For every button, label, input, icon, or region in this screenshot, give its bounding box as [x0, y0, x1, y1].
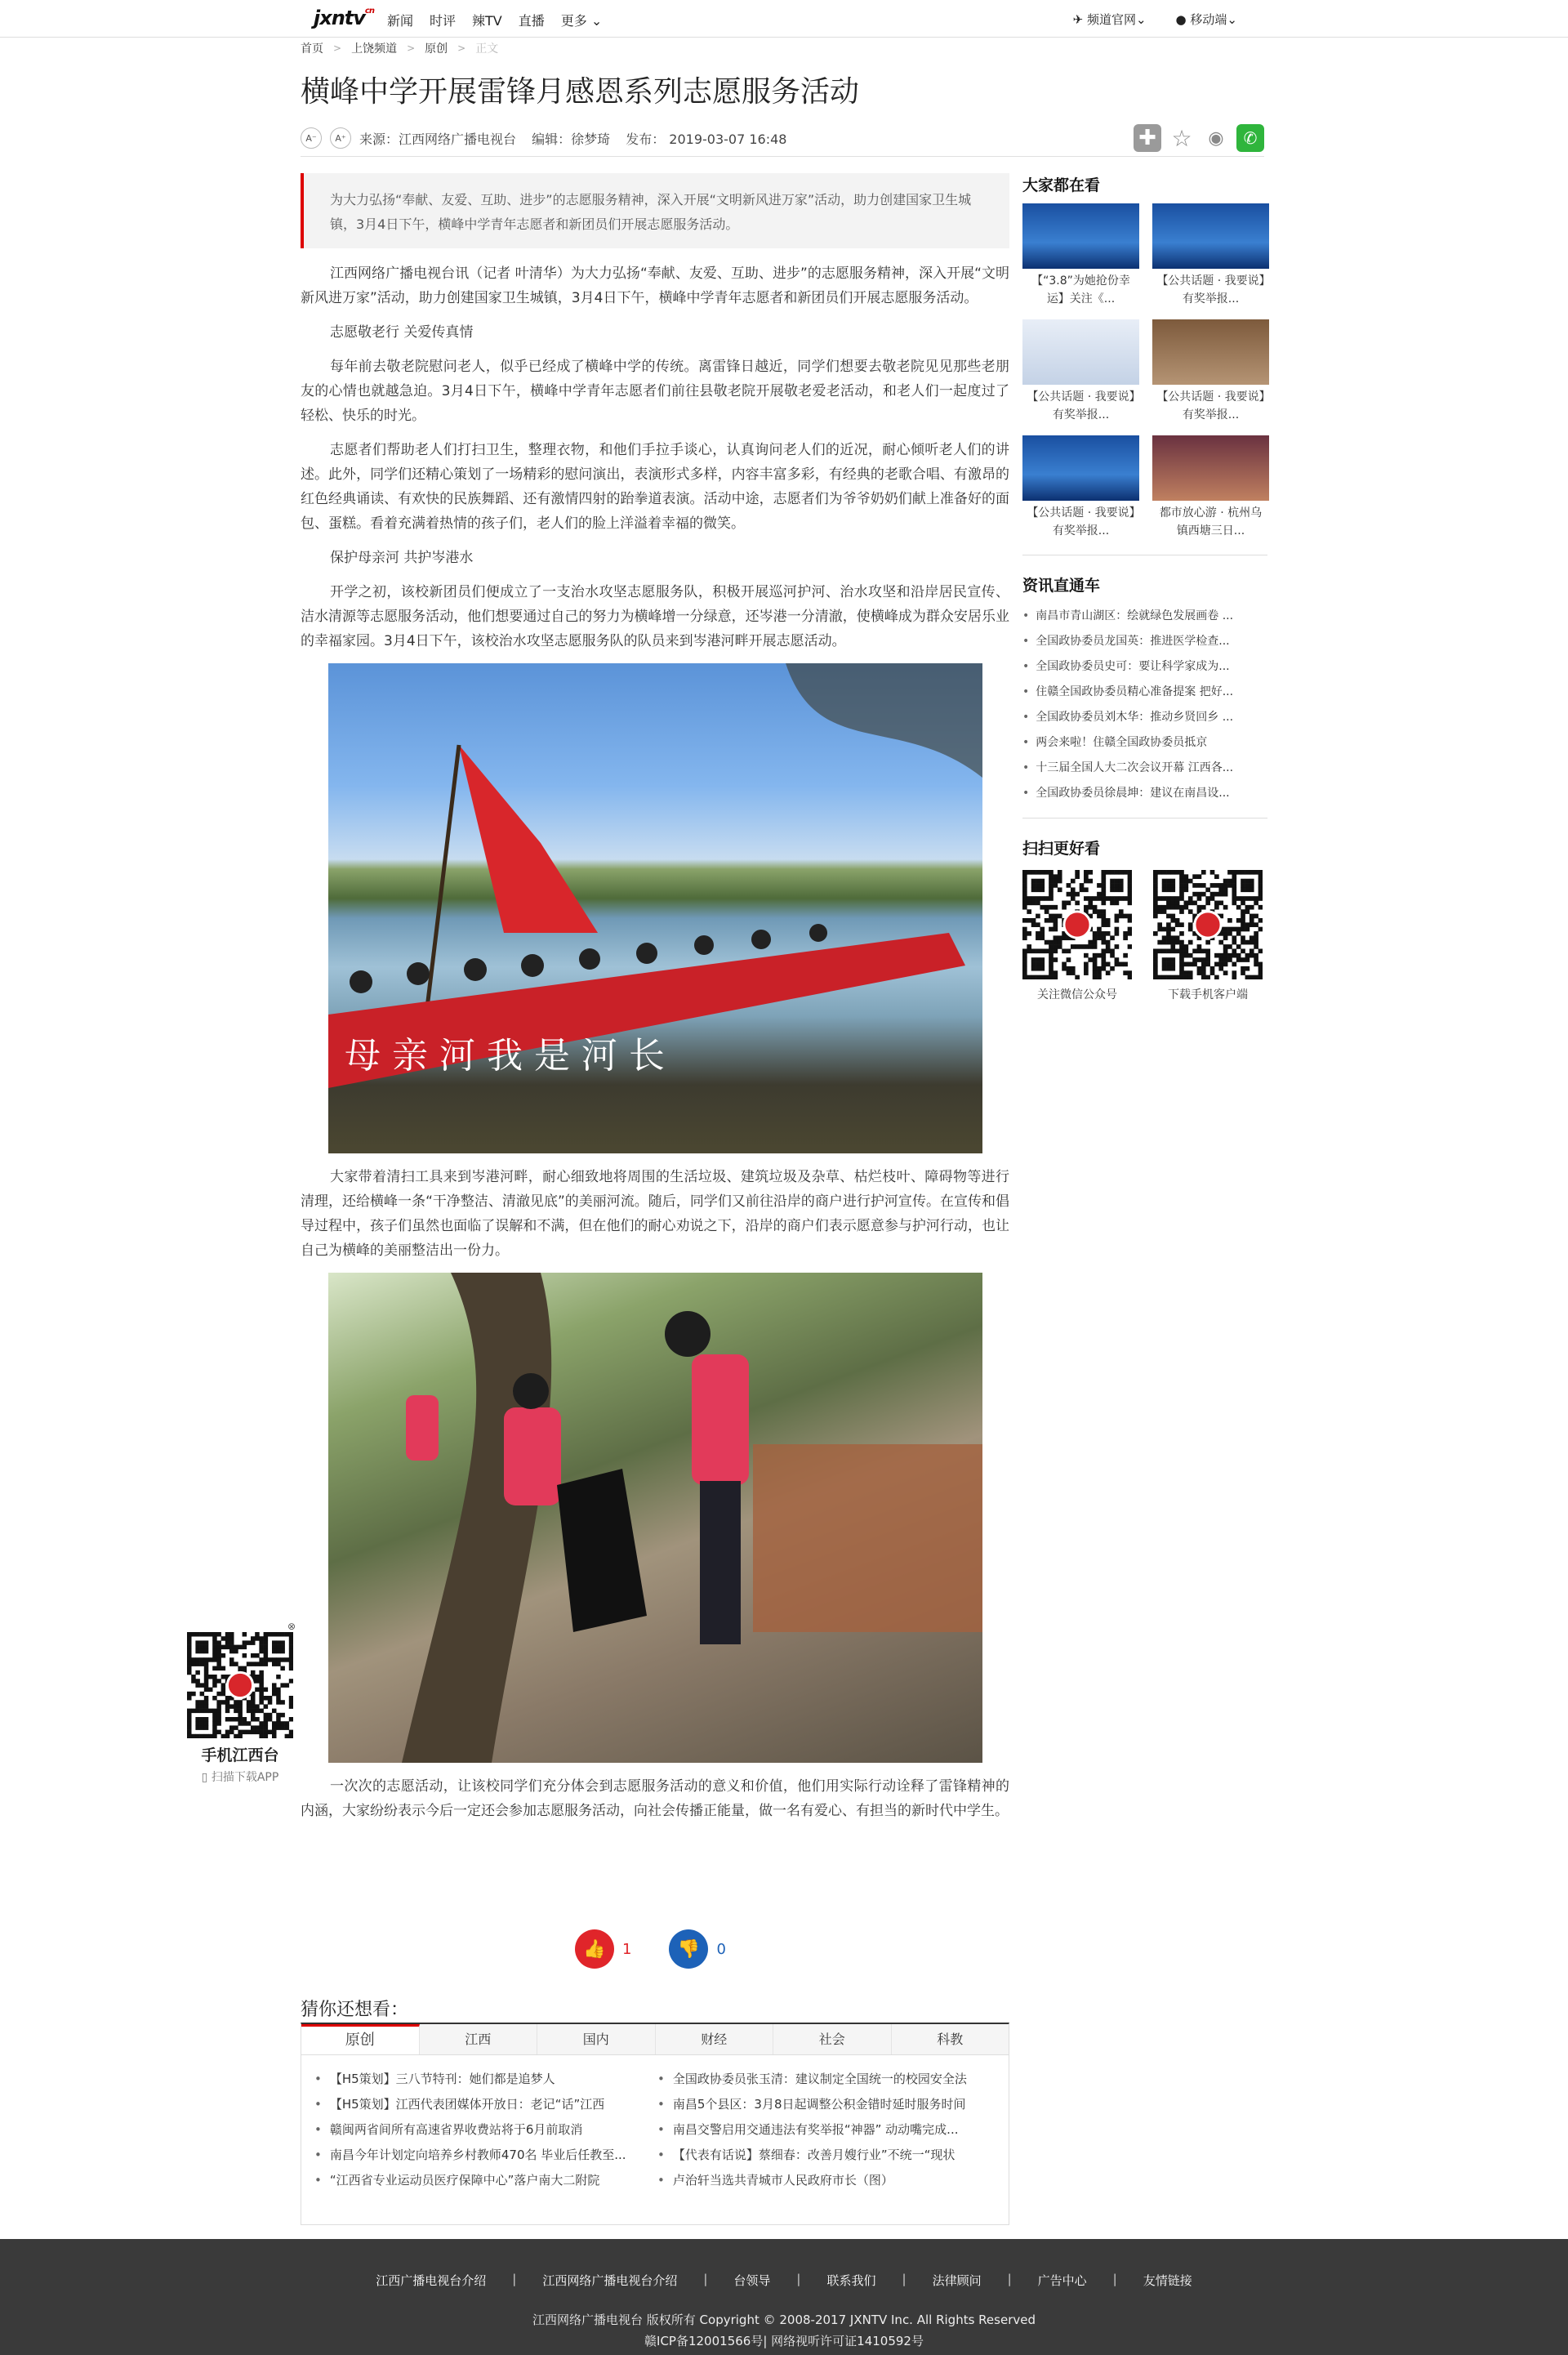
news-section-title: 资讯直通车	[1022, 577, 1101, 595]
chevron-down-icon: ⌄	[1227, 12, 1237, 27]
mobile-menu[interactable]: ● 移动端⌄	[1175, 12, 1237, 27]
related-link[interactable]: • 【H5策划】江西代表团媒体开放日：老记“话”江西	[314, 2092, 657, 2117]
dislike-count: 0	[716, 1940, 726, 1958]
meta-text	[359, 129, 799, 148]
related-section-title: 猜你还想看：	[301, 2000, 409, 2020]
plane-icon: ✈	[1072, 12, 1084, 27]
footer-separator: |	[796, 2272, 801, 2286]
news-link[interactable]: • 全国政协委员刘木华：推动乡贤回乡 ...	[1022, 705, 1267, 730]
news-link[interactable]: • 两会来啦！住赣全国政协委员抵京	[1022, 730, 1267, 756]
related-link[interactable]: • 全国政协委员张玉清：建议制定全国统一的校园安全法	[657, 2067, 1000, 2092]
thumbs-up-icon: 👍	[583, 1938, 606, 1960]
footer-link[interactable]: 台领导	[733, 2273, 771, 2288]
tab-jiangxi[interactable]: 江西	[420, 2024, 538, 2054]
breadcrumb-home[interactable]: 首页	[301, 42, 323, 56]
article-published: 发布： 2019-03-07 16:48	[626, 131, 787, 147]
article-paragraph: 开学之初，该校新团员们便成立了一支治水攻坚志愿服务队，积极开展巡河护河、治水攻坚和沿岸居民宣传、洁水清源等志愿服务活动，他们想要通过自己的努力为横峰增一分绿意，还岑港一分清澈，使横峰成为群众安居乐业的幸福家园。3月4日下午，该校治水攻坚志愿服务队的队员来到岑港河畔开展志愿活动。	[301, 584, 1009, 649]
article-summary: 为大力弘扬“奉献、友爱、互助、进步”的志愿服务精神，深入开展“文明新风进万家”活动，助力创建国家卫生城镇，3月4日下午，横峰中学青年志愿者和新团员们开展志愿服务活动。	[301, 173, 1009, 248]
related-link[interactable]: • 南昌5个县区：3月8日起调整公积金错时延时服务时间	[657, 2092, 1000, 2117]
channel-official-menu[interactable]: ✈ 频道官网⌄	[1072, 12, 1147, 27]
related-list-right	[657, 2067, 1000, 2193]
floating-app-qr	[185, 1621, 296, 1785]
share-buttons	[1134, 124, 1264, 152]
divider	[301, 156, 1264, 157]
footer-links	[0, 2272, 1568, 2289]
tab-finance[interactable]: 财经	[656, 2024, 774, 2054]
related-link[interactable]: • 【代表有话说】蔡细春：改善月嫂行业”不统一“现状	[657, 2143, 1000, 2168]
hot-item[interactable]	[1022, 319, 1139, 427]
thumbnail-image	[1152, 435, 1269, 501]
qr-code-icon	[187, 1632, 293, 1738]
float-qr-hint: ▯ 扫描下载APP	[201, 1771, 279, 1784]
related-link[interactable]: • 【H5策划】三八节特刊：她们都是追梦人	[314, 2067, 657, 2092]
footer-separator: |	[512, 2272, 517, 2286]
app-qr	[1153, 870, 1263, 1002]
article-source: 来源：江西网络广播电视台	[359, 131, 517, 147]
nav-item-commentary[interactable]: 时评	[430, 13, 457, 29]
related-list-left	[314, 2067, 657, 2193]
volunteers-cleaning-photo	[328, 1273, 982, 1763]
icp-text: 赣ICP备12001566号| 网络视听许可证1410592号	[644, 2334, 924, 2348]
article-body	[301, 261, 1009, 1833]
breadcrumb-section[interactable]: 原创	[425, 42, 448, 56]
breadcrumb-separator: >	[333, 42, 342, 54]
like-count: 1	[622, 1940, 632, 1958]
news-link[interactable]: • 住赣全国政协委员精心准备提案 把好...	[1022, 680, 1267, 705]
footer-link[interactable]: 友情链接	[1143, 2273, 1192, 2288]
breadcrumb-separator: >	[407, 42, 416, 54]
breadcrumb-separator: >	[457, 42, 466, 54]
footer-copyright	[0, 2309, 1568, 2352]
hot-item-caption: 【公共话题 · 我要说】有奖举报...	[1156, 274, 1265, 306]
article-subheading: 保护母亲河 共护岑港水	[330, 550, 474, 566]
thumbnail-image	[1022, 435, 1139, 501]
related-link[interactable]: • 南昌今年计划定向培养乡村教师470名 毕业后任教至...	[314, 2143, 657, 2168]
footer	[0, 2239, 1568, 2355]
close-icon[interactable]: ⊗	[287, 1621, 296, 1632]
hot-thumbnails	[1022, 203, 1267, 543]
main-nav	[387, 11, 602, 29]
thumbnail-image	[1152, 203, 1269, 269]
article-paragraph: 江西网络广播电视台讯（记者 叶清华）为大力弘扬“奉献、友爱、互助、进步”的志愿服务精神，深入开展“文明新风进万家”活动，助力创建国家卫生城镇，3月4日下午，横峰中学青年志愿者和新团员们开展志愿服务活动。	[301, 265, 1009, 306]
qr-label: 关注微信公众号	[1037, 988, 1117, 1001]
top-right-menu	[1073, 11, 1237, 28]
news-link[interactable]: • 全国政协委员史可：要让科学家成为...	[1022, 654, 1267, 680]
qr-section-title: 扫扫更好看	[1022, 840, 1101, 858]
chevron-down-icon: ⌄	[590, 13, 603, 29]
site-logo[interactable]: jxntv$^{cn}$	[314, 7, 374, 29]
news-link[interactable]: • 南昌市青山湖区：绘就绿色发展画卷 ...	[1022, 604, 1267, 629]
thumbs-down-icon: 👎	[677, 1938, 701, 1960]
article-paragraph: 一次次的志愿活动，让该校同学们充分体会到志愿服务活动的意义和价值，他们用实际行动诠释了雷锋精神的内涵，大家纷纷表示今后一定还会参加志愿服务活动，向社会传播正能量，做一名有爱心、有担当的新时代中学生。	[301, 1778, 1009, 1819]
footer-separator: |	[703, 2272, 708, 2286]
footer-link[interactable]: 江西网络广播电视台介绍	[542, 2273, 678, 2288]
tab-domestic[interactable]: 国内	[537, 2024, 656, 2054]
related-link[interactable]: • 南昌交警启用交通违法有奖举报“神器” 动动嘴完成...	[657, 2117, 1000, 2143]
related-box	[301, 2023, 1009, 2225]
related-link[interactable]: • “江西省专业运动员医疗保障中心”落户南大二附院	[314, 2168, 657, 2193]
footer-link[interactable]: 江西广播电视台介绍	[376, 2273, 487, 2288]
hot-item-caption: 都市放心游 · 杭州乌镇西塘三日...	[1159, 506, 1263, 537]
related-lists	[301, 2055, 1009, 2193]
related-link[interactable]: • 赣闽两省间所有高速省界收费站将于6月前取消	[314, 2117, 657, 2143]
hot-item-caption: 【公共话题 · 我要说】有奖举报...	[1156, 390, 1265, 421]
news-link[interactable]: • 十三届全国人大二次会议开幕 江西各...	[1022, 756, 1267, 781]
related-link[interactable]: • 卢治轩当选共青城市人民政府市长（图）	[657, 2168, 1000, 2193]
qr-code-icon	[1153, 870, 1263, 979]
footer-link[interactable]: 联系我们	[826, 2273, 876, 2288]
mobile-icon: ●	[1175, 12, 1187, 27]
font-decrease-button[interactable]: A⁻	[301, 127, 322, 149]
breadcrumb	[301, 40, 498, 56]
wechat-icon[interactable]: ✆	[1236, 124, 1264, 152]
news-link[interactable]: • 全国政协委员徐晨坤：建议在南昌设...	[1022, 781, 1267, 806]
volunteer-group-river-photo	[328, 663, 982, 1153]
footer-separator: |	[1007, 2272, 1012, 2286]
nav-item-live[interactable]: 直播	[518, 13, 545, 29]
footer-separator: |	[1112, 2272, 1117, 2286]
article-meta	[301, 124, 1264, 152]
wechat-qr	[1022, 870, 1132, 1002]
nav-item-more[interactable]: 更多 ⌄	[560, 13, 603, 29]
qr-code-icon	[1022, 870, 1132, 979]
article-editor: 编辑：徐梦琦	[532, 131, 611, 147]
article-subheading: 志愿敬老行 关爱传真情	[330, 324, 474, 341]
thumbnail-image	[1152, 319, 1269, 385]
hot-item-caption: 【公共话题 · 我要说】有奖举报...	[1027, 390, 1135, 421]
news-link[interactable]: • 全国政协委员龙国英：推进医学检查...	[1022, 629, 1267, 654]
hot-section-title: 大家都在看	[1022, 176, 1101, 194]
footer-separator: |	[902, 2272, 906, 2286]
float-qr-title: 手机江西台	[201, 1746, 279, 1764]
phone-icon: ▯	[201, 1771, 208, 1784]
banner-text: 母 亲 河 我 是 河 长	[344, 1035, 665, 1077]
news-list	[1022, 604, 1267, 806]
breadcrumb-current: 正文	[475, 42, 499, 56]
hot-item[interactable]	[1152, 203, 1269, 311]
dislike-button[interactable]	[669, 1929, 708, 1969]
add-share-icon[interactable]: ✚	[1134, 124, 1161, 152]
tab-original[interactable]: 原创	[301, 2024, 420, 2054]
qr-codes	[1022, 870, 1267, 1002]
thumbnail-image	[1022, 319, 1139, 385]
hot-item[interactable]	[1152, 319, 1269, 427]
qr-label: 下载手机客户端	[1168, 988, 1248, 1001]
footer-link[interactable]: 广告中心	[1037, 2273, 1087, 2288]
breadcrumb-channel[interactable]: 上饶频道	[351, 42, 398, 56]
reaction-bar	[575, 1929, 726, 1969]
article-paragraph: 每年前去敬老院慰问老人，似乎已经成了横峰中学的传统。离雷锋日越近，同学们想要去敬老院见见那些老朋友的心情也就越急迫。3月4日下午，横峰中学青年志愿者们前往县敬老院开展敬老爱老活动，和老人们一起度过了轻松、快乐的时光。	[301, 359, 1009, 424]
article-paragraph: 大家带着清扫工具来到岑港河畔，耐心细致地将周围的生活垃圾、建筑垃圾及杂草、枯烂枝叶、障碍物等进行清理，还给横峰一条“干净整洁、清澈见底”的美丽河流。随后，同学们又前往沿岸的商户进行护河宣传。在宣传和倡导过程中，孩子们虽然也面临了误解和不满，但在他们的耐心劝说之下，沿岸的商户们表示愿意参与护河行动，也让自己为横峰的美丽整洁出一份力。	[301, 1169, 1009, 1259]
article-paragraph: 志愿者们帮助老人们打扫卫生，整理衣物，和他们手拉手谈心，认真询问老人们的近况，耐心倾听老人们的讲述。此外，同学们还精心策划了一场精彩的慰问演出，表演形式多样，内容丰富多彩，有经典的老歌合唱、有激昂的红色经典诵读、有欢快的民族舞蹈、还有激情四射的跆拳道表演。活动中途，志愿者们为爷爷奶奶们献上准备好的面包、蛋糕。看着充满着热情的孩子们，老人们的脸上洋溢着幸福的微笑。	[301, 442, 1009, 532]
hot-item[interactable]	[1022, 203, 1139, 311]
footer-link[interactable]: 法律顾问	[932, 2273, 982, 2288]
nav-item-latv[interactable]: 辣TV	[472, 13, 502, 29]
font-increase-button[interactable]: A⁺	[330, 127, 351, 149]
tab-science-education[interactable]: 科教	[937, 2032, 964, 2047]
tab-society[interactable]: 社会	[773, 2024, 892, 2054]
hot-item-caption: 【“3.8”为她抢份幸运】关注《...	[1031, 274, 1130, 306]
thumbnail-image	[1022, 203, 1139, 269]
top-navigation-bar	[0, 0, 1568, 38]
like-button[interactable]	[575, 1929, 614, 1969]
copyright-text: 江西网络广播电视台 版权所有 Copyright © 2008-2017 JXNTV Inc. All Rights Reserved	[532, 2313, 1036, 2327]
sidebar	[1022, 173, 1267, 1002]
nav-item-news[interactable]: 新闻	[387, 13, 414, 29]
hot-item[interactable]	[1152, 435, 1269, 543]
related-tabs	[301, 2024, 1009, 2055]
article-title: 横峰中学开展雷锋月感恩系列志愿服务活动	[301, 75, 860, 109]
chevron-down-icon: ⌄	[1135, 12, 1147, 27]
weibo-icon[interactable]: ◉	[1208, 127, 1224, 149]
hot-item[interactable]	[1022, 435, 1139, 543]
hot-item-caption: 【公共话题 · 我要说】有奖举报...	[1027, 506, 1135, 537]
favorite-star-icon[interactable]: ☆	[1171, 124, 1192, 152]
